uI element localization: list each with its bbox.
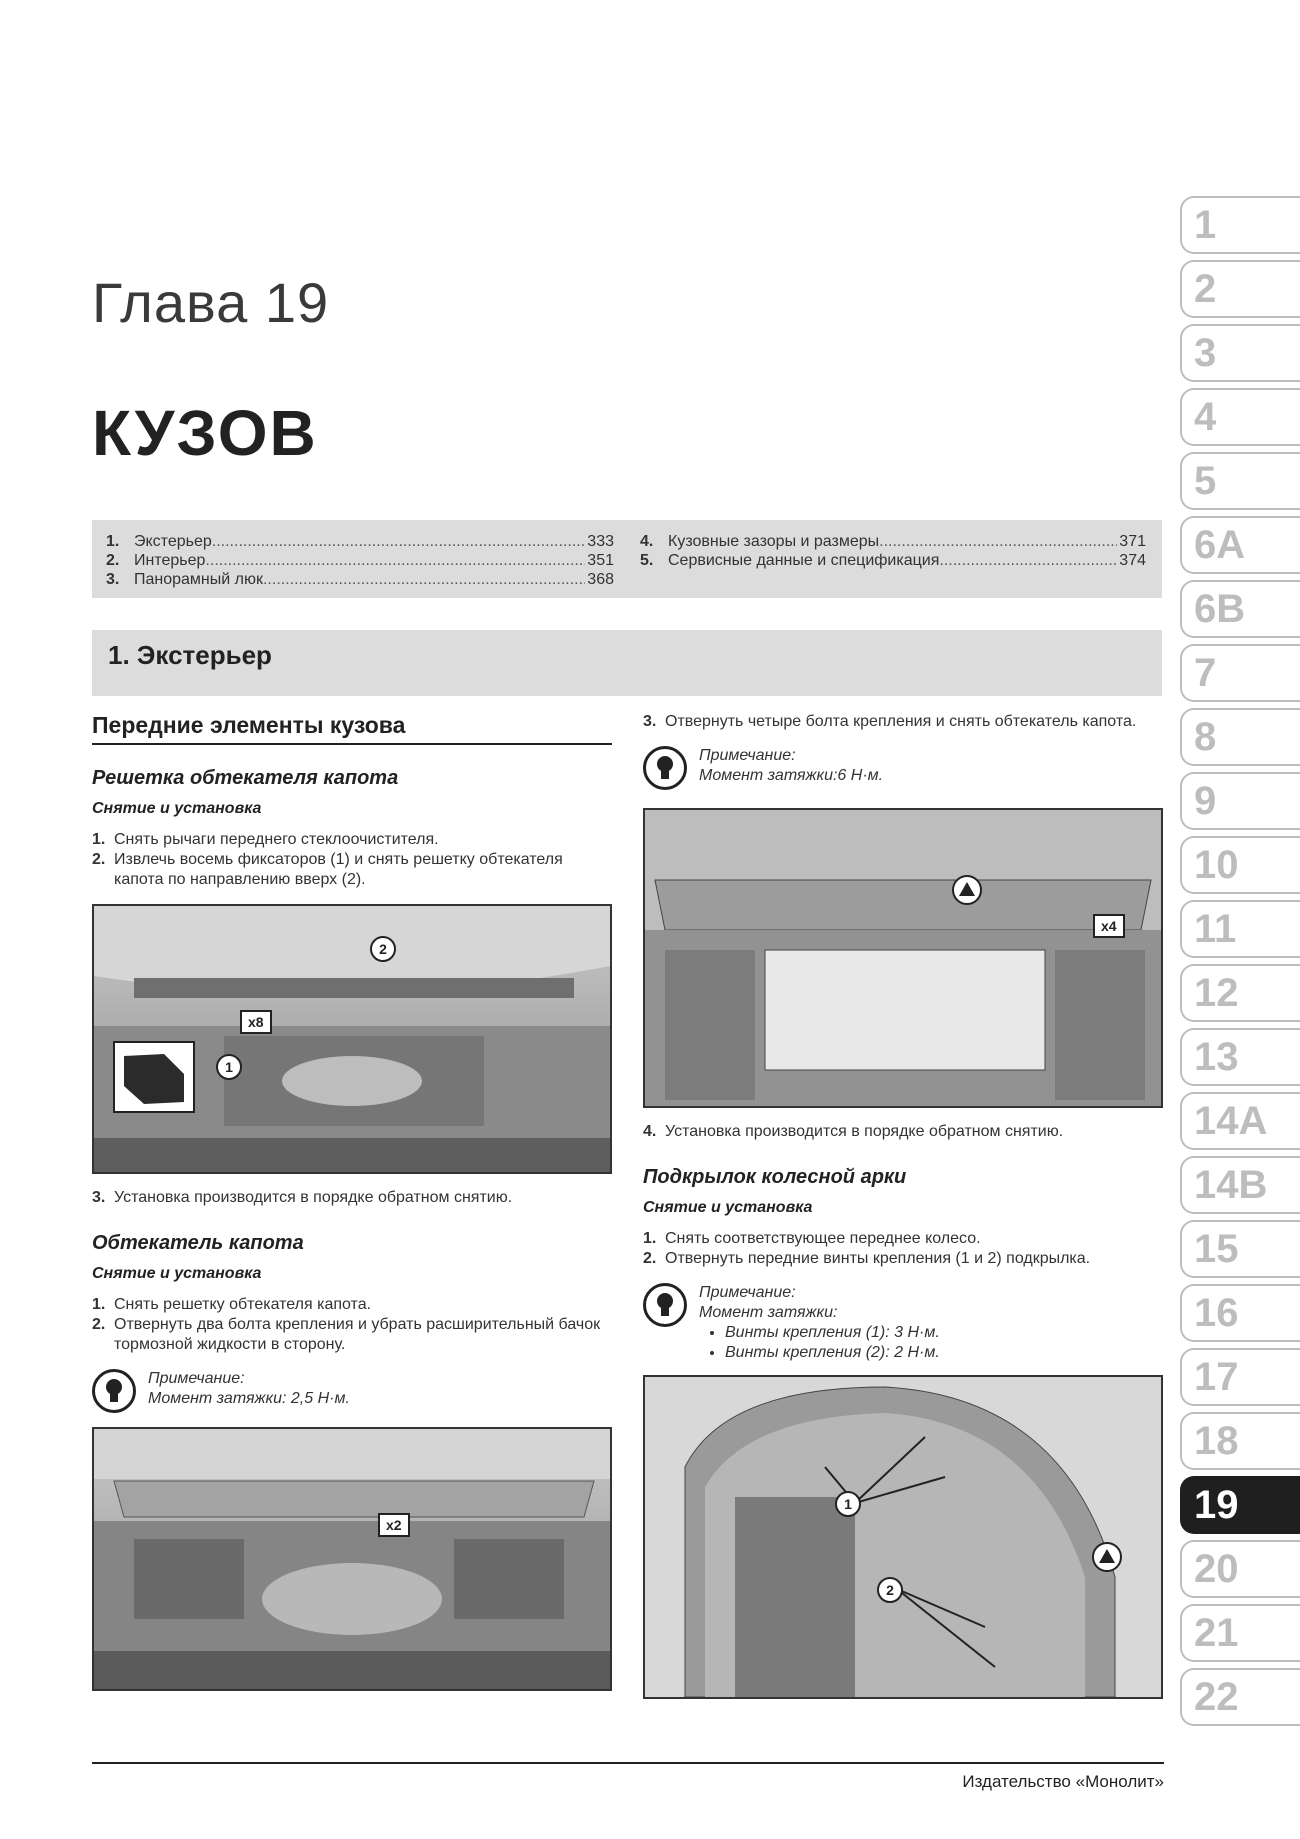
- toc-item[interactable]: 2. Интерьер ..... 351: [106, 551, 614, 570]
- grille-title: Решетка обтекателя капота: [92, 767, 399, 789]
- cowl-steps-continued: [643, 712, 1163, 732]
- grille-subtitle: Снятие и установка: [92, 800, 262, 817]
- tab-chapter-7[interactable]: 7: [1180, 644, 1300, 702]
- list-item: 3. Установка производится в порядке обратном снятию.: [92, 1189, 513, 1206]
- footer-divider: [92, 1762, 1164, 1764]
- tab-chapter-14b[interactable]: 14B: [1180, 1156, 1300, 1214]
- toc-item[interactable]: 3. Панорамный люк ..... 368: [106, 570, 614, 589]
- grille-figure: [92, 904, 612, 1174]
- note-value: Момент затяжки:: [699, 1304, 838, 1321]
- tab-chapter-19[interactable]: 19: [1180, 1476, 1300, 1534]
- grille-steps: [92, 830, 612, 890]
- cowl-removed-figure: [643, 808, 1163, 1108]
- table-of-contents: [92, 520, 1162, 598]
- tab-chapter-20[interactable]: 20: [1180, 1540, 1300, 1598]
- tab-chapter-16[interactable]: 16: [1180, 1284, 1300, 1342]
- publisher-name: Издательство «Монолит»: [962, 1772, 1164, 1791]
- list-item: • Винты крепления (2): 2 Н·м.: [725, 1343, 940, 1363]
- tab-chapter-2[interactable]: 2: [1180, 260, 1300, 318]
- list-item: 1. Снять рычаги переднего стеклоочистителя.: [92, 831, 439, 848]
- grille-after-steps: [92, 1188, 612, 1208]
- note-label: Примечание:: [148, 1370, 245, 1387]
- left-column: [92, 712, 612, 1691]
- tab-chapter-1[interactable]: 1: [1180, 196, 1300, 254]
- note-label: Примечание:: [699, 747, 796, 764]
- toc-left-column: [106, 532, 614, 589]
- liner-figure: [643, 1375, 1163, 1699]
- liner-illustration: [645, 1377, 1161, 1697]
- lightbulb-icon: [92, 1369, 136, 1413]
- bolt-count-badge: x2: [378, 1513, 410, 1537]
- fastener-count-badge: x8: [240, 1010, 272, 1034]
- toc-item[interactable]: 5. Сервисные данные и спецификация ..... 374: [640, 551, 1146, 570]
- tab-chapter-17[interactable]: 17: [1180, 1348, 1300, 1406]
- list-item: 4. Установка производится в порядке обратном снятию.: [643, 1123, 1064, 1140]
- callout-1: 1: [835, 1491, 861, 1517]
- tab-chapter-3[interactable]: 3: [1180, 324, 1300, 382]
- list-item: 1. Снять решетку обтекателя капота.: [92, 1296, 372, 1313]
- toc-right-column: [640, 532, 1146, 570]
- list-item: 3. Отвернуть четыре болта крепления и снять обтекатель капота.: [643, 713, 1137, 730]
- section-title: 1. Экстерьер: [108, 640, 272, 670]
- note-value: Момент затяжки: 2,5 Н·м.: [148, 1390, 350, 1407]
- callout-1: 1: [216, 1054, 242, 1080]
- tab-chapter-10[interactable]: 10: [1180, 836, 1300, 894]
- cowl-removed-illustration: [645, 810, 1161, 1106]
- list-item: 2. Извлечь восемь фиксаторов (1) и снять решетку обтекателя капота по направлению вверх (2).: [92, 851, 563, 888]
- callout-2: 2: [370, 936, 396, 962]
- note-value: Момент затяжки:6 Н·м.: [699, 767, 884, 784]
- cowl-illustration: [94, 1429, 610, 1689]
- cowl-note: [92, 1369, 612, 1413]
- liner-title: Подкрылок колесной арки: [643, 1166, 907, 1188]
- note-label: Примечание:: [699, 1284, 796, 1301]
- list-item: • Винты крепления (1): 3 Н·м.: [725, 1323, 940, 1343]
- lightbulb-icon: [643, 1283, 687, 1327]
- cowl-steps: [92, 1295, 612, 1355]
- tab-chapter-12[interactable]: 12: [1180, 964, 1300, 1022]
- liner-steps: [643, 1229, 1163, 1269]
- right-column: [643, 712, 1163, 1699]
- cowl-torque-note: [643, 746, 1163, 790]
- tab-chapter-18[interactable]: 18: [1180, 1412, 1300, 1470]
- tab-chapter-4[interactable]: 4: [1180, 388, 1300, 446]
- tab-chapter-13[interactable]: 13: [1180, 1028, 1300, 1086]
- bolt-count-badge: x4: [1093, 914, 1125, 938]
- subsection-title: Передние элементы кузова: [92, 712, 612, 745]
- cowl-title: Обтекатель капота: [92, 1232, 304, 1254]
- liner-subtitle: Снятие и установка: [643, 1199, 813, 1216]
- tab-chapter-6b[interactable]: 6B: [1180, 580, 1300, 638]
- list-item: 2. Отвернуть передние винты крепления (1 и 2) подкрылка.: [643, 1250, 1091, 1267]
- list-item: 1. Снять соответствующее переднее колесо.: [643, 1230, 981, 1247]
- tab-chapter-14a[interactable]: 14A: [1180, 1092, 1300, 1150]
- lightbulb-icon: [643, 746, 687, 790]
- grille-illustration: [94, 906, 610, 1172]
- cowl-subtitle: Снятие и установка: [92, 1265, 262, 1282]
- callout-2: 2: [877, 1577, 903, 1603]
- tab-chapter-22[interactable]: 22: [1180, 1668, 1300, 1726]
- chapter-title: КУЗОВ: [92, 397, 318, 469]
- tab-chapter-6a[interactable]: 6A: [1180, 516, 1300, 574]
- list-item: 2. Отвернуть два болта крепления и убрать расширительный бачок тормозной жидкости в сторону.: [92, 1316, 601, 1353]
- tab-chapter-11[interactable]: 11: [1180, 900, 1300, 958]
- chapter-label: Глава 19: [92, 271, 330, 334]
- tab-chapter-8[interactable]: 8: [1180, 708, 1300, 766]
- liner-note: [643, 1283, 1163, 1363]
- tab-chapter-21[interactable]: 21: [1180, 1604, 1300, 1662]
- cowl-figure: [92, 1427, 612, 1691]
- toc-item[interactable]: 4. Кузовные зазоры и размеры ..... 371: [640, 532, 1146, 551]
- section-header: [92, 630, 1162, 696]
- tab-chapter-9[interactable]: 9: [1180, 772, 1300, 830]
- cowl-install-step: [643, 1122, 1163, 1142]
- toc-item[interactable]: 1. Экстерьер ..... 333: [106, 532, 614, 551]
- tab-chapter-5[interactable]: 5: [1180, 452, 1300, 510]
- tab-chapter-15[interactable]: 15: [1180, 1220, 1300, 1278]
